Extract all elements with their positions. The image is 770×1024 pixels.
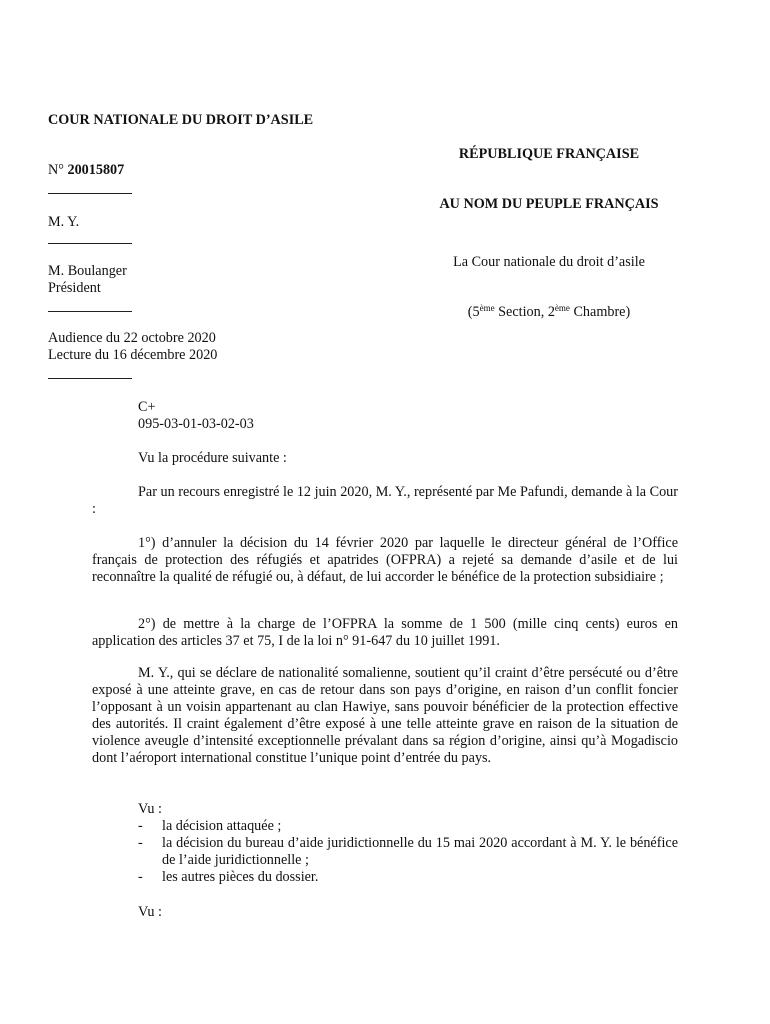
section-mid: Section, 2 [494, 304, 555, 320]
paragraph-text: 1°) d’annuler la décision du 14 février 2020 par laquelle le directeur général de l’Office français de protection des réfugiés et apatrides (OFPRA) a rejeté sa demande d’asile et de lui reconnaître la qualité de réfugié ou, à défaut, de lui accorder le bénéfice de la protection subsidiaire ; [92, 535, 678, 585]
vu-heading-2: Vu : [138, 904, 162, 920]
separator-rule [48, 378, 132, 379]
chamber-sup: ème [554, 303, 570, 313]
list-item [138, 869, 678, 886]
case-number-prefix: N° [48, 162, 68, 178]
list-dash: - [138, 869, 143, 885]
president-title: Président [48, 280, 101, 296]
list-item-text: les autres pièces du dossier. [162, 869, 319, 885]
paragraph-demand-2 [92, 616, 678, 650]
classification: C+ [138, 399, 156, 415]
paragraph-text: Par un recours enregistré le 12 juin 2020, M. Y., représenté par Me Pafundi, demande à la Cour : [92, 484, 678, 517]
section-sup: ème [479, 303, 495, 313]
procedure-intro: Vu la procédure suivante : [138, 450, 287, 466]
court-name: COUR NATIONALE DU DROIT D’ASILE [48, 112, 314, 128]
paragraph-moyens [92, 665, 678, 767]
separator-rule [48, 243, 132, 244]
court-line: La Cour nationale du droit d’asile [453, 254, 645, 270]
republic-heading: RÉPUBLIQUE FRANÇAISE [458, 146, 640, 162]
paragraph-recours [92, 484, 678, 518]
list-item [138, 818, 678, 835]
paragraph-demand-1 [92, 535, 678, 586]
list-item-text: la décision attaquée ; [162, 818, 282, 834]
list-item [138, 835, 678, 869]
reading-date: Lecture du 16 décembre 2020 [48, 347, 218, 363]
separator-rule [48, 311, 132, 312]
section-close: Chambre) [569, 304, 631, 320]
section-open: (5 [467, 304, 480, 320]
hearing-date: Audience du 22 octobre 2020 [48, 330, 216, 346]
list-item-text: la décision du bureau d’aide juridictionnelle du 15 mai 2020 accordant à M. Y. le bénéfice de l’aide juridictionnelle ; [162, 835, 678, 868]
section-chamber [420, 304, 678, 321]
people-heading: AU NOM DU PEUPLE FRANÇAIS [439, 196, 659, 212]
party-name: M. Y. [48, 214, 80, 230]
list-dash: - [138, 835, 143, 851]
case-number-line [48, 162, 124, 179]
classification-code: 095-03-01-03-02-03 [138, 416, 254, 432]
separator-rule [48, 193, 132, 194]
vu-heading: Vu : [138, 801, 162, 817]
paragraph-text: M. Y., qui se déclare de nationalité somalienne, soutient qu’il craint d’être persécuté ou d’être exposé à une atteinte grave, en cas de retour dans son pays d’origine, en raison d’un conflit foncier l’opposant à un voisin appartenant au clan Hawiye, sans pouvoir bénéficier de la protection effective des autorités. Il craint également d’être exposé à une telle atteinte grave en raison de la situation de violence aveugle d’intensité exceptionnelle prévalant dans sa région d’origine, ainsi qu’à Mogadiscio dont l’aéroport international constitue l’unique point d’entrée du pays. [92, 665, 678, 766]
case-number: 20015807 [67, 162, 125, 178]
president-name: M. Boulanger [48, 263, 127, 279]
list-dash: - [138, 818, 143, 834]
paragraph-text: 2°) de mettre à la charge de l’OFPRA la somme de 1 500 (mille cinq cents) euros en application des articles 37 et 75, I de la loi n° 91-647 du 10 juillet 1991. [92, 616, 678, 649]
